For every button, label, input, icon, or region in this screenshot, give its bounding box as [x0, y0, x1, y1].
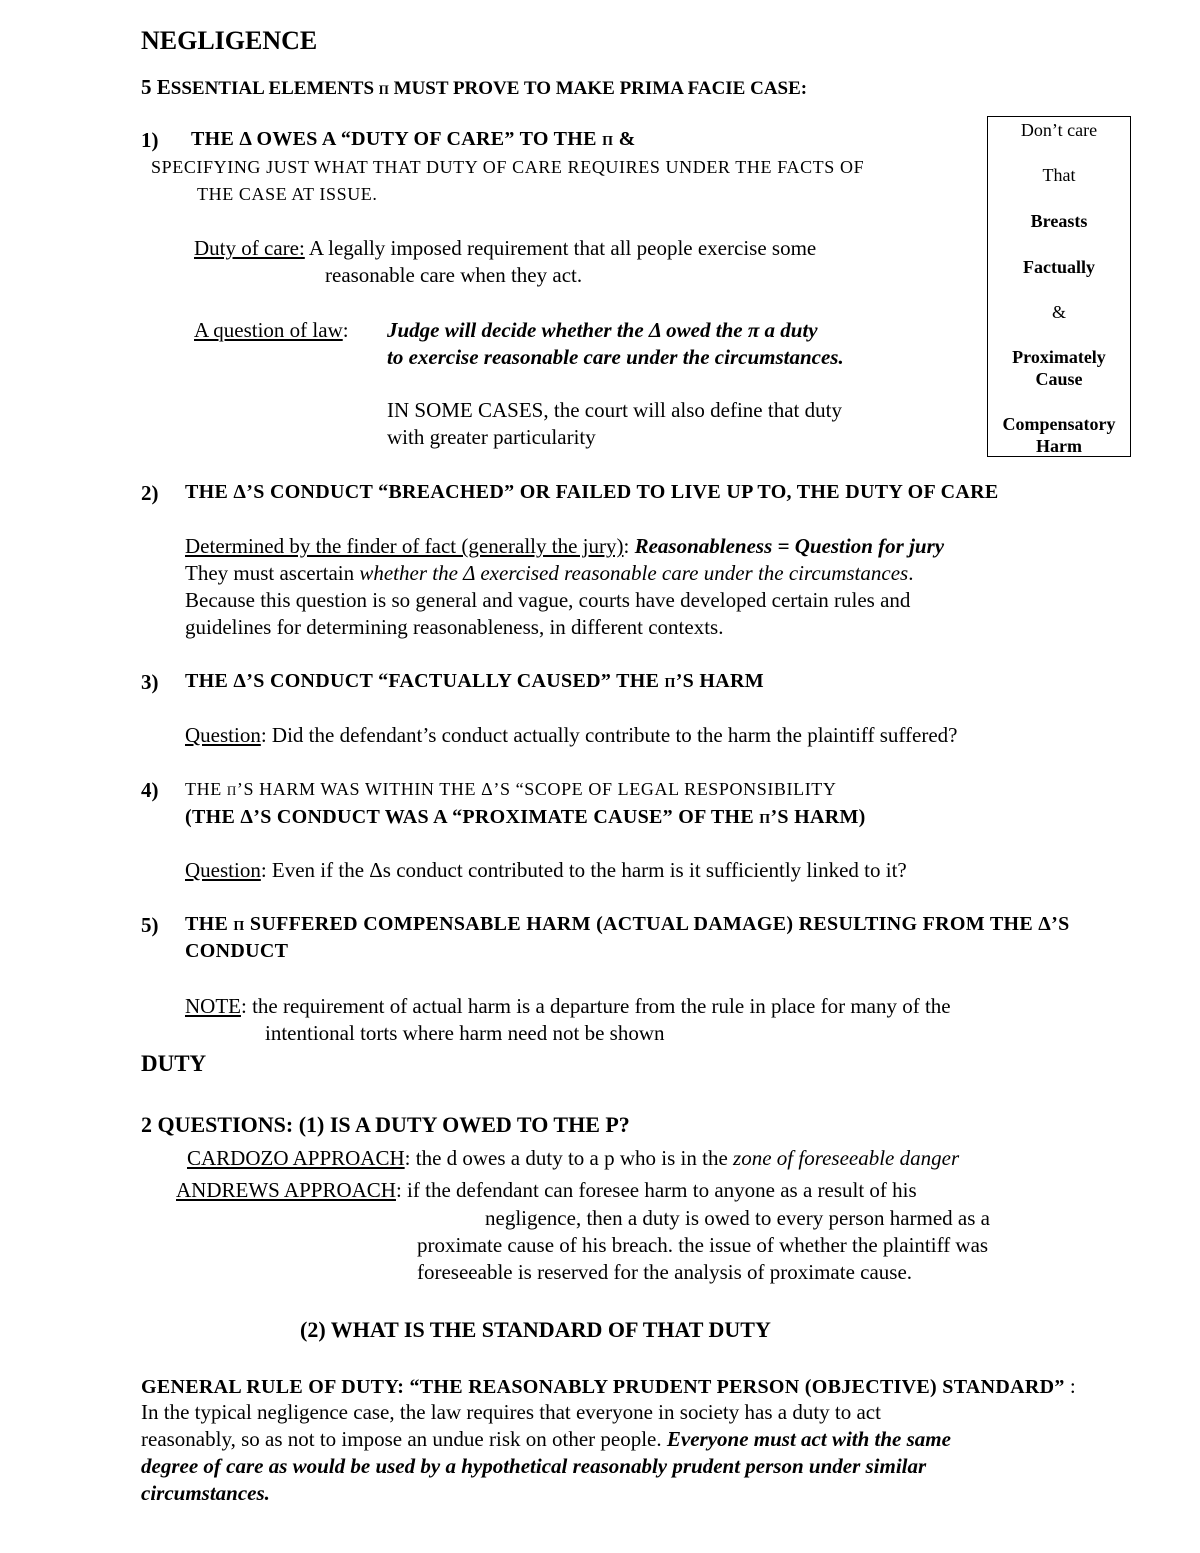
element-4-number: 4)	[141, 778, 159, 802]
duty-of-care-text: A legally imposed requirement that all people exercise some	[304, 236, 817, 260]
element-1-sub-2: THE CASE AT ISSUE.	[197, 184, 378, 204]
general-rule-colon: :	[1064, 1374, 1076, 1398]
question-text: : Did the defendant’s conduct actually contribute to the harm the plaintiff suffered?	[260, 723, 958, 747]
note-text: : the requirement of actual harm is a departure from the rule in place for many of the	[241, 994, 951, 1018]
element-5-note	[185, 994, 951, 1019]
some-cases-text-2: with greater particularity	[387, 425, 596, 449]
element-1-sub-1: SPECIFYING JUST WHAT THAT DUTY OF CARE REQUIRES UNDER THE FACTS OF	[151, 157, 865, 177]
cardozo-colon: :	[404, 1146, 416, 1170]
cardozo-approach	[187, 1146, 959, 1171]
line-2-plain: They must ascertain	[185, 561, 360, 585]
element-1-number: 1)	[141, 128, 159, 152]
duty-heading: DUTY	[141, 1051, 207, 1076]
elements-heading	[141, 75, 807, 100]
element-1-heading: THE Δ OWES A “DUTY OF CARE” TO THE π &	[191, 128, 636, 150]
para-2-plain: reasonably, so as not to impose an undue risk on other people.	[141, 1427, 667, 1451]
general-rule-heading	[141, 1374, 1076, 1399]
note-label: NOTE	[185, 994, 241, 1018]
mnemonic-line: Proximately	[1012, 347, 1106, 367]
page-title: NEGLIGENCE	[141, 26, 318, 55]
determined-bold: Reasonableness = Question for jury	[634, 534, 945, 558]
some-cases-text-1: IN SOME CASES, the court will also define that duty	[387, 398, 842, 422]
element-5-heading-1: THE π SUFFERED COMPENSABLE HARM (ACTUAL DAMAGE) RESULTING FROM THE Δ’S	[185, 913, 1070, 935]
element-5-heading-2: CONDUCT	[185, 940, 289, 962]
question-label: Question	[185, 858, 261, 882]
element-2-line-3: Because this question is so general and vague, courts have developed certain rules and	[185, 588, 911, 612]
element-2-line-2	[185, 561, 913, 586]
andrews-approach	[176, 1178, 917, 1203]
general-rule-para-3: degree of care as would be used by a hypothetical reasonably prudent person under similar	[141, 1454, 927, 1478]
andrews-text-3: proximate cause of his breach. the issue of whether the plaintiff was	[417, 1233, 989, 1257]
element-4-heading-2: (THE Δ’S CONDUCT WAS A “PROXIMATE CAUSE” OF THE π’S HARM)	[185, 806, 866, 828]
question-of-law-text-1: Judge will decide whether the Δ owed the π a duty	[387, 318, 818, 342]
duty-question-2: (2) WHAT IS THE STANDARD OF THAT DUTY	[300, 1317, 771, 1342]
question-of-law-text-2: to exercise reasonable care under the circumstances.	[387, 345, 844, 369]
element-3-heading: THE Δ’S CONDUCT “FACTUALLY CAUSED” THE π’S HARM	[185, 670, 764, 692]
mnemonic-box	[987, 116, 1131, 457]
mnemonic-line: Compensatory	[1002, 414, 1116, 434]
question-text: : Even if the Δs conduct contributed to the harm is it sufficiently linked to it?	[260, 858, 907, 882]
duty-of-care-text-2: reasonable care when they act.	[325, 263, 583, 287]
mnemonic-line: That	[1042, 165, 1076, 185]
element-4-heading-1: THE π’S HARM WAS WITHIN THE Δ’S “SCOPE OF LEGAL RESPONSIBILITY	[185, 779, 837, 799]
mnemonic-line: &	[1051, 302, 1066, 322]
cardozo-italic: zone of foreseeable danger	[733, 1146, 960, 1170]
line-2-end: .	[908, 561, 914, 585]
element-2-number: 2)	[141, 481, 159, 505]
element-2-heading: THE Δ’S CONDUCT “BREACHED” OR FAILED TO LIVE UP TO, THE DUTY OF CARE	[185, 481, 999, 503]
duty-question-1: 2 QUESTIONS: (1) IS A DUTY OWED TO THE P?	[141, 1112, 630, 1137]
question-label: Question	[185, 723, 261, 747]
general-rule-para-4: circumstances.	[141, 1481, 270, 1505]
element-3-question	[185, 723, 958, 748]
elements-heading-prefix: 5 E	[141, 75, 171, 99]
question-of-law	[194, 318, 349, 343]
duty-of-care-label: Duty of care:	[194, 236, 305, 260]
element-2-line-4: guidelines for determining reasonableness, in different contexts.	[185, 615, 724, 639]
duty-of-care-definition	[194, 236, 816, 261]
andrews-text-4: foreseeable is reserved for the analysis of proximate cause.	[417, 1260, 913, 1284]
line-2-italic: whether the Δ exercised reasonable care under the circumstances	[359, 561, 909, 585]
general-rule-label: GENERAL RULE OF DUTY: “THE REASONABLY PRUDENT PERSON (OBJECTIVE) STANDARD”	[141, 1376, 1065, 1398]
andrews-text-2: negligence, then a duty is owed to every person harmed as a	[485, 1206, 990, 1230]
mnemonic-line: Factually	[1023, 257, 1095, 277]
para-2-bold: Everyone must act with the same	[666, 1427, 951, 1451]
andrews-label: ANDREWS APPROACH	[176, 1178, 396, 1202]
element-4-question	[185, 858, 907, 883]
element-2-determined	[185, 534, 944, 559]
determined-colon: :	[623, 534, 635, 558]
element-5-number: 5)	[141, 913, 159, 937]
andrews-text-1: : if the defendant can foresee harm to anyone as a result of his	[395, 1178, 917, 1202]
element-3-number: 3)	[141, 670, 159, 694]
question-of-law-label: A question of law	[194, 318, 343, 342]
mnemonic-line: Breasts	[1030, 211, 1088, 231]
cardozo-text: the d owes a duty to a p who is in the	[415, 1146, 734, 1170]
general-rule-para-2	[141, 1427, 951, 1452]
question-of-law-colon: :	[342, 318, 349, 342]
general-rule-para-1: In the typical negligence case, the law requires that everyone in society has a duty to act	[141, 1400, 881, 1424]
cardozo-label: CARDOZO APPROACH	[187, 1146, 405, 1170]
elements-heading-rest: SSENTIAL ELEMENTS π MUST PROVE TO MAKE PRIMA FACIE CASE:	[170, 78, 808, 99]
mnemonic-line: Harm	[1036, 436, 1082, 456]
mnemonic-line: Don’t care	[1020, 120, 1098, 140]
element-5-note-2: intentional torts where harm need not be shown	[265, 1021, 665, 1045]
determined-label: Determined by the finder of fact (generally the jury)	[185, 534, 624, 558]
mnemonic-line: Cause	[1035, 369, 1083, 389]
